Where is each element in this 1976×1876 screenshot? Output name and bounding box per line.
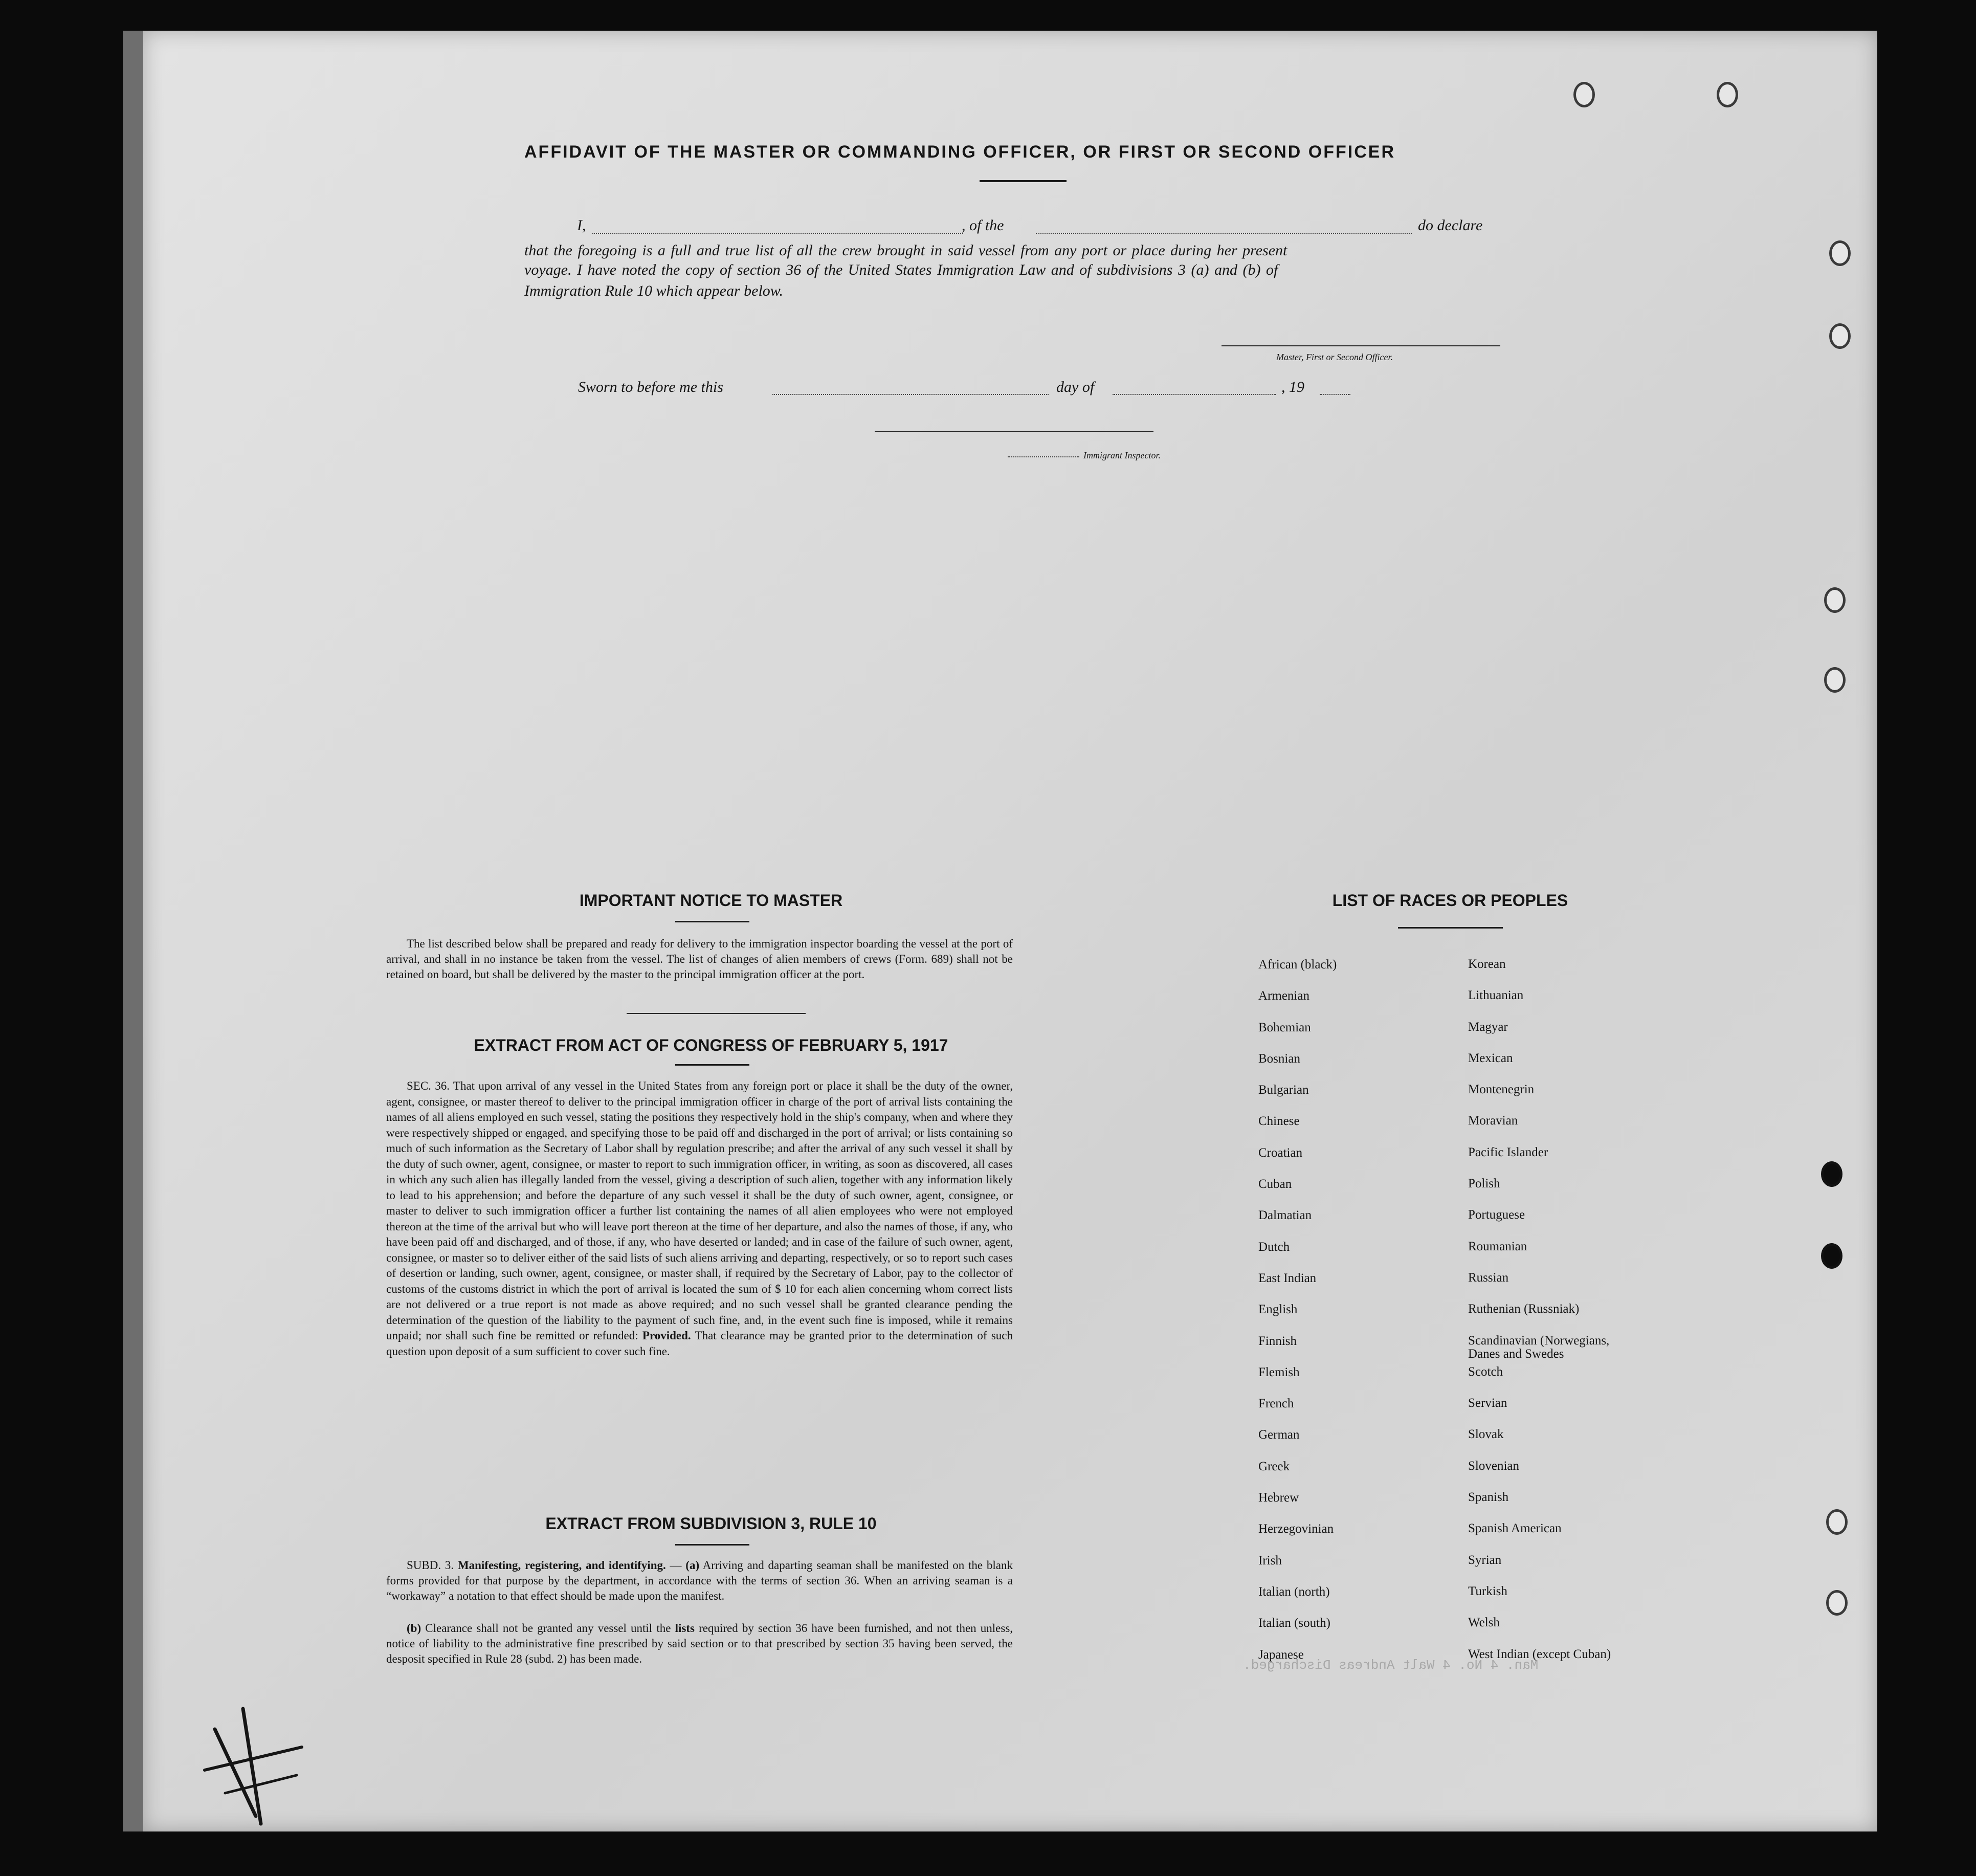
inspector-dot-leader: [1008, 456, 1079, 457]
race-name-left: German: [1258, 1428, 1300, 1442]
punch-hole: [1717, 82, 1738, 107]
act-text-end: That clearance may be granted prior to the determination of such question upon deposit of a sum sufficient to cover such fine.: [386, 1329, 1013, 1358]
notice-text: The list described below shall be prepared and ready for delivery to the immigration inspector boarding the vessel at the port of arrival, and shall in no instance be taken from the vessel. The list of changes of alien members of crews (Form. 689) shall not be retained on board, but shall be delivered by the master to the principal immigration officer at the port.: [386, 937, 1013, 981]
punch-hole: [1821, 1161, 1842, 1187]
affidavit-do-declare-label: do declare: [1418, 217, 1483, 234]
punch-hole: [1826, 1509, 1848, 1535]
race-name-right: Russian: [1468, 1270, 1509, 1285]
race-name-right: Syrian: [1468, 1553, 1502, 1567]
affidavit-title: AFFIDAVIT OF THE MASTER OR COMMANDING OFFICER, OR FIRST OR SECOND OFFICER: [524, 142, 1395, 162]
race-row: [1256, 1428, 1716, 1459]
punch-hole: [1829, 240, 1851, 266]
rule10-para-b: [386, 1621, 1013, 1667]
race-row: [1256, 1083, 1716, 1114]
provided-label: Provided.: [642, 1329, 691, 1342]
race-name-left: Greek: [1258, 1459, 1290, 1473]
race-name-left: Italian (south): [1258, 1616, 1330, 1630]
para-b-mark: (b): [407, 1622, 421, 1635]
affidavit-line-4: Immigration Rule 10 which appear below.: [524, 282, 784, 299]
race-row: [1256, 989, 1716, 1020]
rule10-title: EXTRACT FROM SUBDIVISION 3, RULE 10: [545, 1514, 877, 1533]
act-title-rule: [675, 1064, 749, 1066]
para-b-text-1: Clearance shall not be granted any vessel until the: [425, 1622, 671, 1635]
race-name-right: Portuguese: [1468, 1208, 1525, 1222]
race-row: [1256, 1240, 1716, 1271]
race-row: [1256, 1554, 1716, 1585]
race-name-left: English: [1258, 1303, 1298, 1317]
race-row: [1256, 1397, 1716, 1428]
rule10-title-rule: [675, 1544, 749, 1546]
sworn-day-field[interactable]: [772, 394, 1049, 395]
race-name-left: African (black): [1258, 958, 1337, 972]
race-name-left: Italian (north): [1258, 1584, 1330, 1599]
race-name-right: Polish: [1468, 1177, 1500, 1191]
race-row: [1256, 1021, 1716, 1052]
affidavit-line-3: voyage. I have noted the copy of section 36 of the United States Immigration Law and of subdivisions 3 (a) and (b) of: [524, 261, 1278, 278]
act-text: SEC. 36. That upon arrival of any vessel in the United States from any foreign port or place it shall be the duty of the owner, agent, consignee, or master thereof to deliver to the principal immigration officer in charge of the port of arrival lists containing the names of all aliens employed en such vessel, stating the positions they respectively hold in the ship's company, when and where they were respectively shipped or engaged, and specifying those to be paid off and discharged in the port of arrival; or lists containing so much of such information as the Secretary of Labor shall by regulation prescribe; and after the arrival of any such vessel it shall by the duty of such owner, agent, consignee, or master to report to such immigration officer, in writing, as soon as discovered, all cases in which any such alien has illegally landed from the vessel, giving a description of such alien, together with any information likely to lead to his apprehension; and before the departure of any such vessel it shall be the duty of such owner, agent, consignee, or master to deliver to such immigration officer a further list containing the names of all alien employees who were not employed thereon at the time of the arrival but who will leave port thereon at the time of her departure, and also the names of those, if any, who have been paid off and discharged, and of those, if any, who have deserted or landed; and in case of the failure of such owner, agent, consignee, or master so to deliver either of the said lists of such aliens arriving and departing, respectively, or so to report such cases of desertion or landing, such owner, agent, consignee, or master shall, if required by the Secretary of Labor, pay to the collector of customs of the customs district in which the port of arrival is located the sum of $ 10 for each alien concerning whom correct lists are not delivered or a true report is not made as above required; and no such vessel shall be granted clearance pending the determination of the question of the liability to the payment of such fine, and, in the event such fine is imposed, while it remains unpaid; nor shall such fine be remitted or refunded:: [386, 1079, 1013, 1342]
race-row: [1256, 958, 1716, 989]
race-name-left: Chinese: [1258, 1114, 1300, 1129]
race-name-right: Slovak: [1468, 1427, 1504, 1442]
rule10-para-a: SUBD. 3. Manifesting, registering, and identifying. — (a) Arriving and dapartin​g seaman shall be manifested on the blank forms provided for that purpose by the department, in accordance with the terms of section 36. When an arriving seaman is a “workaway” a notation to that effect should be made upon the manifest.: [386, 1559, 1013, 1602]
race-name-left: Irish: [1258, 1553, 1282, 1568]
race-name-left: Hebrew: [1258, 1491, 1299, 1505]
punch-hole: [1821, 1243, 1842, 1269]
act-section-36-text: [386, 1078, 1013, 1359]
race-name-left: French: [1258, 1397, 1294, 1411]
race-row: [1256, 1460, 1716, 1491]
race-name-right: Turkish: [1468, 1584, 1507, 1598]
race-name-left: Bosnian: [1258, 1051, 1300, 1066]
para-a-text: Arriving and dapartin​g seaman shall be manifested on the blank forms provided for that purpose by the department, in accordance with the terms of section 36. When an arriving seaman is a “workaway” a notation to that effect should be made upon the manifest.: [386, 1559, 1013, 1602]
races-title: LIST OF RACES OR PEOPLES: [1332, 891, 1568, 910]
inspector-caption: Immigrant Inspector.: [1083, 450, 1161, 460]
vessel-name-field[interactable]: [1036, 233, 1412, 234]
race-name-left: Bulgarian: [1258, 1083, 1309, 1097]
race-row: [1256, 1522, 1716, 1553]
race-name-left: Cuban: [1258, 1177, 1292, 1191]
race-name-right: Slovenian: [1468, 1459, 1519, 1473]
affidavit-line-2: that the foregoing is a full and true list of all the crew brought in said vessel from any port or place during her present: [524, 242, 1287, 259]
race-row: [1256, 1114, 1716, 1145]
race-name-right: Roumanian: [1468, 1239, 1527, 1253]
day-of-label: day of: [1056, 379, 1095, 395]
title-rule: [980, 180, 1067, 182]
race-name-left: Croatian: [1258, 1145, 1303, 1160]
race-name-left: Dutch: [1258, 1240, 1290, 1254]
race-name-right: Welsh: [1468, 1616, 1500, 1630]
notice-title: IMPORTANT NOTICE TO MASTER: [579, 891, 843, 910]
para-a-mark: (a): [685, 1559, 700, 1572]
race-row: [1256, 1303, 1716, 1334]
race-name-right: Spanish: [1468, 1490, 1509, 1505]
punch-hole: [1573, 82, 1595, 107]
race-name-right: Spanish American: [1468, 1521, 1562, 1536]
subd-prefix: SUBD. 3.: [407, 1559, 454, 1572]
punch-hole: [1829, 323, 1851, 349]
para-b-lists: lists: [675, 1622, 695, 1635]
inspector-signature-line[interactable]: [875, 431, 1153, 432]
races-title-rule: [1398, 927, 1503, 929]
sworn-label: Sworn to before me this: [578, 379, 723, 395]
para-b-text-2: required by section 36 have been furnished, and not then unless, notice of liability to the administrative fine prescribed by said section or to that prescribed by section 35 having been served, the desposit specified in Rule 28 (subd. 2) has been made.: [386, 1622, 1013, 1665]
race-name-right: Scotch: [1468, 1364, 1503, 1379]
race-name-left: Flemish: [1258, 1365, 1300, 1379]
race-row: [1256, 1146, 1716, 1177]
affidavit-i-label: I,: [577, 217, 586, 234]
sworn-year-field[interactable]: [1320, 394, 1350, 395]
punch-hole: [1824, 587, 1846, 613]
race-name-right: Montenegrin: [1468, 1083, 1535, 1097]
races-list: [1256, 958, 1716, 1679]
race-name-left: Finnish: [1258, 1334, 1297, 1348]
notice-divider: [627, 1013, 806, 1014]
race-row: [1256, 1177, 1716, 1208]
subd-heading: Manifesting, registering, and identifying.: [457, 1559, 666, 1572]
page-edge-strip: [123, 31, 143, 1831]
punch-hole: [1826, 1590, 1848, 1616]
race-row: [1256, 1271, 1716, 1303]
race-name-right: Moravian: [1468, 1114, 1518, 1128]
race-row: [1256, 1365, 1716, 1397]
officer-signature-caption: Master, First or Second Officer.: [1276, 352, 1393, 362]
race-name-right: Servian: [1468, 1396, 1507, 1410]
race-row: [1256, 1491, 1716, 1522]
race-row: [1256, 1648, 1716, 1679]
sworn-month-field[interactable]: [1113, 394, 1276, 395]
bleed-through-text: Man. 4 No. 4 Walt Andreas Discharged.: [1243, 1658, 1539, 1673]
race-name-left: Dalmatian: [1258, 1208, 1312, 1223]
race-name-right: Scandinavian (Norwegians, Danes and Swedes: [1468, 1333, 1610, 1361]
race-name-left: Japanese: [1258, 1647, 1304, 1662]
race-row: [1256, 1585, 1716, 1616]
race-name-right: Magyar: [1468, 1020, 1508, 1034]
race-row: [1256, 1616, 1716, 1647]
affidavit-of-the-label: , of the: [962, 217, 1004, 234]
notice-title-rule: [675, 921, 749, 922]
race-name-right: Pacific Islander: [1468, 1145, 1548, 1159]
race-name-left: Armenian: [1258, 989, 1309, 1003]
race-name-right: Ruthenian (Russniak): [1468, 1302, 1580, 1316]
race-name-left: Bohemian: [1258, 1020, 1311, 1034]
punch-hole: [1824, 667, 1846, 693]
officer-signature-line[interactable]: [1222, 345, 1500, 346]
year-label: , 19: [1281, 379, 1304, 395]
race-row: [1256, 1208, 1716, 1240]
master-name-field[interactable]: [592, 233, 963, 234]
race-row: [1256, 1334, 1716, 1365]
handwritten-mark: [194, 1698, 312, 1826]
race-name-right: Mexican: [1468, 1051, 1513, 1065]
race-name-left: East Indian: [1258, 1271, 1317, 1285]
race-name-right: Lithuanian: [1468, 988, 1524, 1003]
race-name-left: Herzegovinian: [1258, 1522, 1334, 1536]
race-name-right: West Indian (except Cuban): [1468, 1647, 1611, 1661]
race-row: [1256, 1052, 1716, 1083]
act-title: EXTRACT FROM ACT OF CONGRESS OF FEBRUARY 5, 1917: [474, 1036, 948, 1054]
race-name-right: Korean: [1468, 957, 1506, 971]
